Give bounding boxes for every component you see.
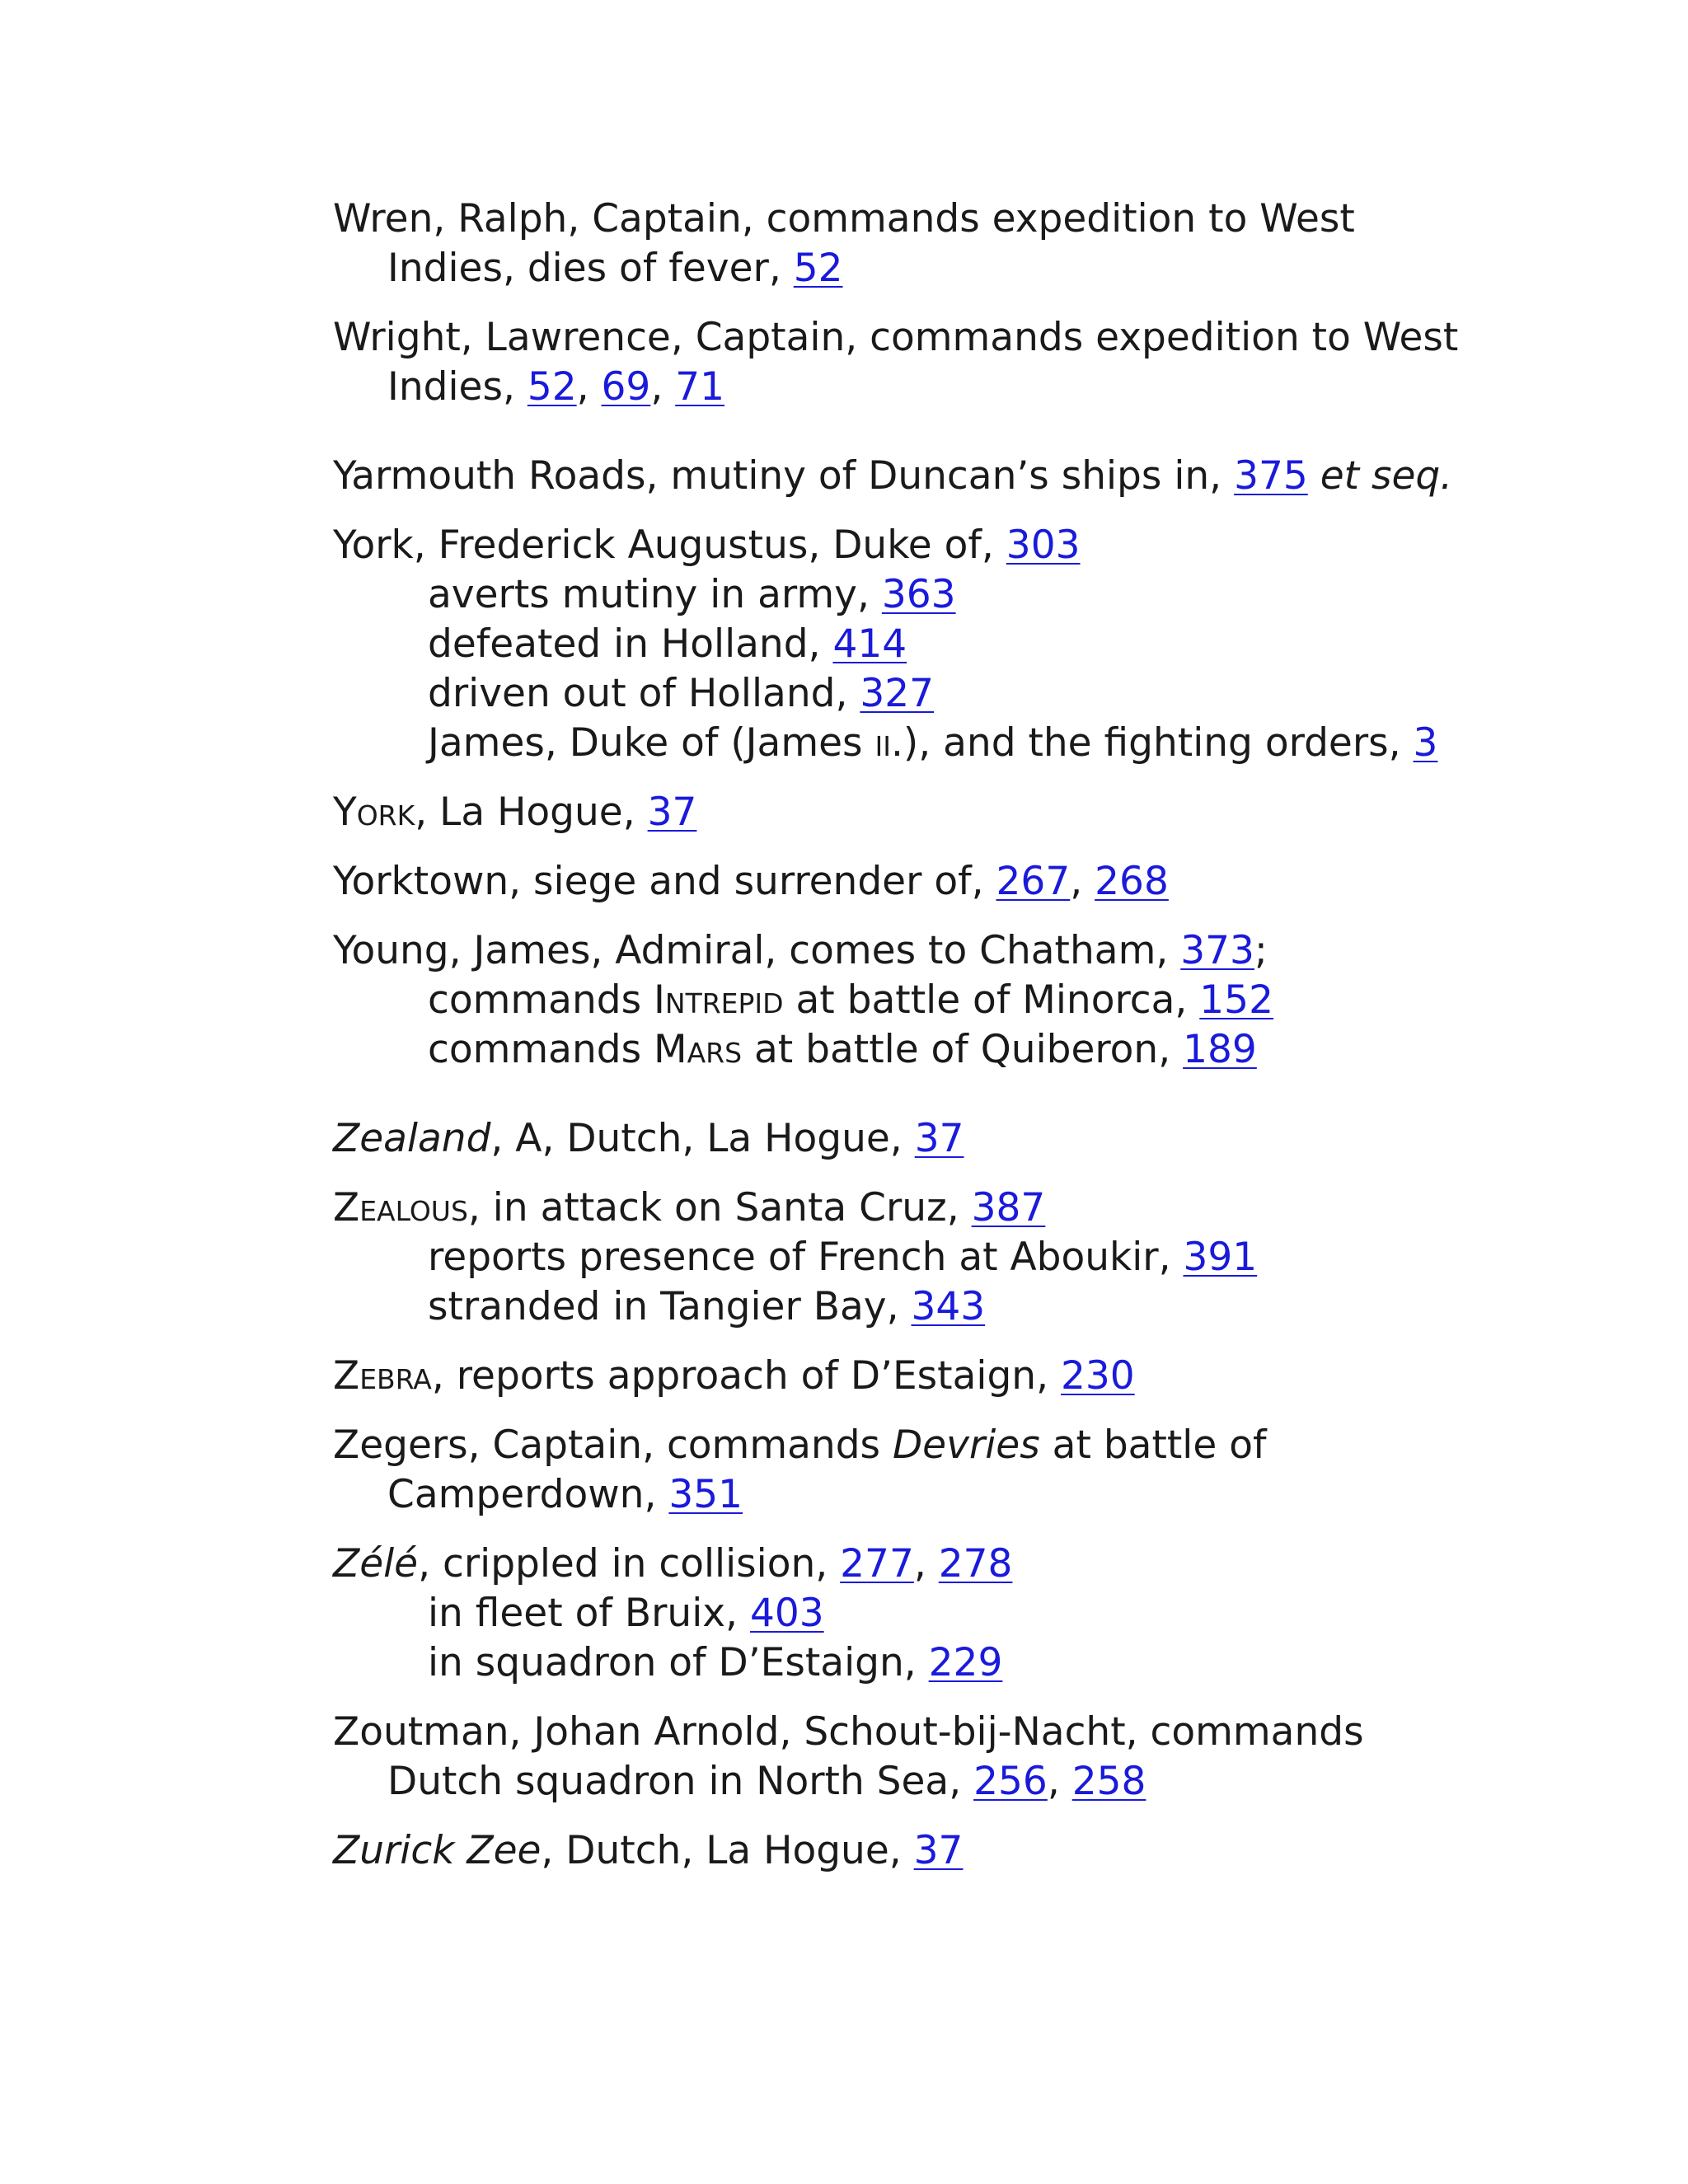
index-continuation-line [333, 244, 1619, 293]
small-caps-text: Zebra [333, 1353, 432, 1399]
page-reference-link[interactable]: 258 [1071, 1759, 1146, 1804]
italic-text: Zurick Zee [333, 1828, 542, 1873]
index-entry-line [333, 1540, 1619, 1589]
index-entry-line [333, 1183, 1619, 1233]
small-caps-text: Intrepid [654, 977, 784, 1023]
index-subentry-line [333, 976, 1619, 1025]
entry-text: at battle of Quiberon, [742, 1027, 1184, 1072]
entry-text: , [913, 1541, 939, 1586]
page-reference-link[interactable]: 391 [1183, 1235, 1258, 1280]
index-page [333, 194, 1619, 1896]
page-reference-link[interactable]: 152 [1199, 977, 1273, 1023]
page-reference-link[interactable]: 343 [911, 1284, 986, 1329]
index-entry [333, 926, 1619, 1075]
index-entry-line [333, 452, 1619, 501]
entry-text [1308, 453, 1320, 499]
page-reference-link[interactable]: 268 [1095, 859, 1169, 904]
entry-text: Indies, dies of fever, [387, 246, 794, 291]
entry-text: , [1047, 1759, 1072, 1804]
entry-text: Young, James, Admiral, comes to Chatham, [333, 928, 1181, 973]
entry-text: in squadron of D’Estaign, [428, 1640, 929, 1685]
page-reference-link[interactable]: 363 [881, 572, 956, 617]
entry-text: ), and the fighting orders, [903, 720, 1414, 766]
italic-text: Devries [892, 1422, 1040, 1468]
entry-text: at battle of [1039, 1422, 1267, 1468]
index-continuation-line [333, 363, 1619, 412]
entry-text: , A, Dutch, La Hogue, [490, 1116, 915, 1161]
page-reference-link[interactable]: 267 [996, 859, 1071, 904]
index-entry [333, 1708, 1619, 1807]
index-entry-line [333, 521, 1619, 570]
index-continuation-line [333, 1470, 1619, 1520]
page-reference-link[interactable]: 230 [1060, 1353, 1135, 1399]
small-caps-text: Zealous [333, 1185, 468, 1230]
page-reference-link[interactable]: 52 [793, 246, 843, 291]
italic-text: Zélé [333, 1541, 419, 1586]
entry-text: averts mutiny in army, [428, 572, 882, 617]
page-reference-link[interactable]: 375 [1234, 453, 1308, 499]
small-caps-text: York [333, 790, 415, 835]
index-entry [333, 788, 1619, 837]
entry-text: commands [428, 1027, 654, 1072]
entry-text: Indies, [387, 364, 528, 410]
index-subentry-line [333, 620, 1619, 669]
entry-text: York, Frederick Augustus, Duke of, [333, 523, 1006, 568]
entry-text: at battle of Minorca, [783, 977, 1200, 1023]
page-reference-link[interactable]: 387 [971, 1185, 1046, 1230]
entry-text: in fleet of Bruix, [428, 1591, 750, 1636]
entry-text: , [576, 364, 602, 410]
index-entry [333, 313, 1619, 412]
index-entry [333, 1114, 1619, 1164]
page-reference-link[interactable]: 69 [601, 364, 651, 410]
page-reference-link[interactable]: 52 [527, 364, 577, 410]
page-reference-link[interactable]: 3 [1413, 720, 1438, 766]
index-entry [333, 1540, 1619, 1688]
index-subentry-line [333, 1233, 1619, 1282]
entry-text: James, Duke of (James [428, 720, 875, 766]
page-reference-link[interactable]: 229 [928, 1640, 1003, 1685]
entry-text: , reports approach of D’Estaign, [431, 1353, 1061, 1399]
page-reference-link[interactable]: 303 [1006, 523, 1081, 568]
page-reference-link[interactable]: 414 [832, 621, 907, 667]
page-reference-link[interactable]: 327 [860, 671, 935, 716]
entry-text: ; [1254, 928, 1268, 973]
index-entry [333, 1826, 1619, 1876]
page-reference-link[interactable]: 37 [913, 1828, 964, 1873]
small-caps-text: ii. [874, 720, 903, 766]
entry-text: , Dutch, La Hogue, [541, 1828, 914, 1873]
index-entry [333, 521, 1619, 768]
index-entry-line [333, 194, 1619, 244]
index-entry [333, 857, 1619, 907]
index-subentry-line [333, 719, 1619, 768]
index-entry [333, 1183, 1619, 1332]
page-reference-link[interactable]: 403 [749, 1591, 824, 1636]
index-entry-line [333, 788, 1619, 837]
entry-text: defeated in Holland, [428, 621, 833, 667]
entry-text: , [650, 364, 676, 410]
page-reference-link[interactable]: 351 [668, 1472, 743, 1517]
index-subentry-line [333, 1282, 1619, 1332]
index-entry-line [333, 1352, 1619, 1401]
index-entry-line [333, 313, 1619, 363]
index-entry [333, 194, 1619, 293]
index-entry-line [333, 1826, 1619, 1876]
index-entry [333, 1352, 1619, 1401]
index-entry-line [333, 1708, 1619, 1757]
page-reference-link[interactable]: 189 [1183, 1027, 1257, 1072]
entry-text: , La Hogue, [415, 790, 648, 835]
entry-text: commands [428, 977, 654, 1023]
index-entry-line [333, 857, 1619, 907]
entry-text: , crippled in collision, [418, 1541, 841, 1586]
page-reference-link[interactable]: 373 [1180, 928, 1254, 973]
index-subentry-line [333, 669, 1619, 719]
entry-text: Zegers, Captain, commands [333, 1422, 893, 1468]
index-subentry-line [333, 1638, 1619, 1688]
entry-text: driven out of Holland, [428, 671, 860, 716]
index-continuation-line [333, 1757, 1619, 1807]
italic-text: et seq. [1320, 453, 1453, 499]
index-subentry-line [333, 570, 1619, 620]
italic-text: Zealand [333, 1116, 491, 1161]
entry-text: Yorktown, siege and surrender of, [333, 859, 996, 904]
page-reference-link[interactable]: 277 [840, 1541, 914, 1586]
index-entry-line [333, 1421, 1619, 1470]
page-reference-link[interactable]: 256 [973, 1759, 1048, 1804]
index-entry [333, 1421, 1619, 1520]
page-reference-link[interactable]: 71 [675, 364, 725, 410]
entry-text: Wright, Lawrence, Captain, commands expedition to West [333, 315, 1459, 360]
index-entry-line [333, 1114, 1619, 1164]
entry-text: reports presence of French at Aboukir, [428, 1235, 1184, 1280]
index-subentry-line [333, 1025, 1619, 1075]
entry-text: , [1070, 859, 1095, 904]
small-caps-text: Mars [654, 1027, 743, 1072]
entry-text: Camperdown, [387, 1472, 669, 1517]
entry-text: Dutch squadron in North Sea, [387, 1759, 974, 1804]
index-entry-line [333, 926, 1619, 976]
page-reference-link[interactable]: 278 [938, 1541, 1013, 1586]
page-reference-link[interactable]: 37 [647, 790, 697, 835]
index-entry [333, 452, 1619, 501]
entry-text: Zoutman, Johan Arnold, Schout-bij-Nacht, commands [333, 1709, 1364, 1755]
entry-text: , in attack on Santa Cruz, [467, 1185, 972, 1230]
page-reference-link[interactable]: 37 [914, 1116, 964, 1161]
entry-text: Wren, Ralph, Captain, commands expedition to West [333, 196, 1355, 241]
entry-text: Yarmouth Roads, mutiny of Duncan’s ships in, [333, 453, 1235, 499]
index-subentry-line [333, 1589, 1619, 1638]
entry-text: stranded in Tangier Bay, [428, 1284, 912, 1329]
